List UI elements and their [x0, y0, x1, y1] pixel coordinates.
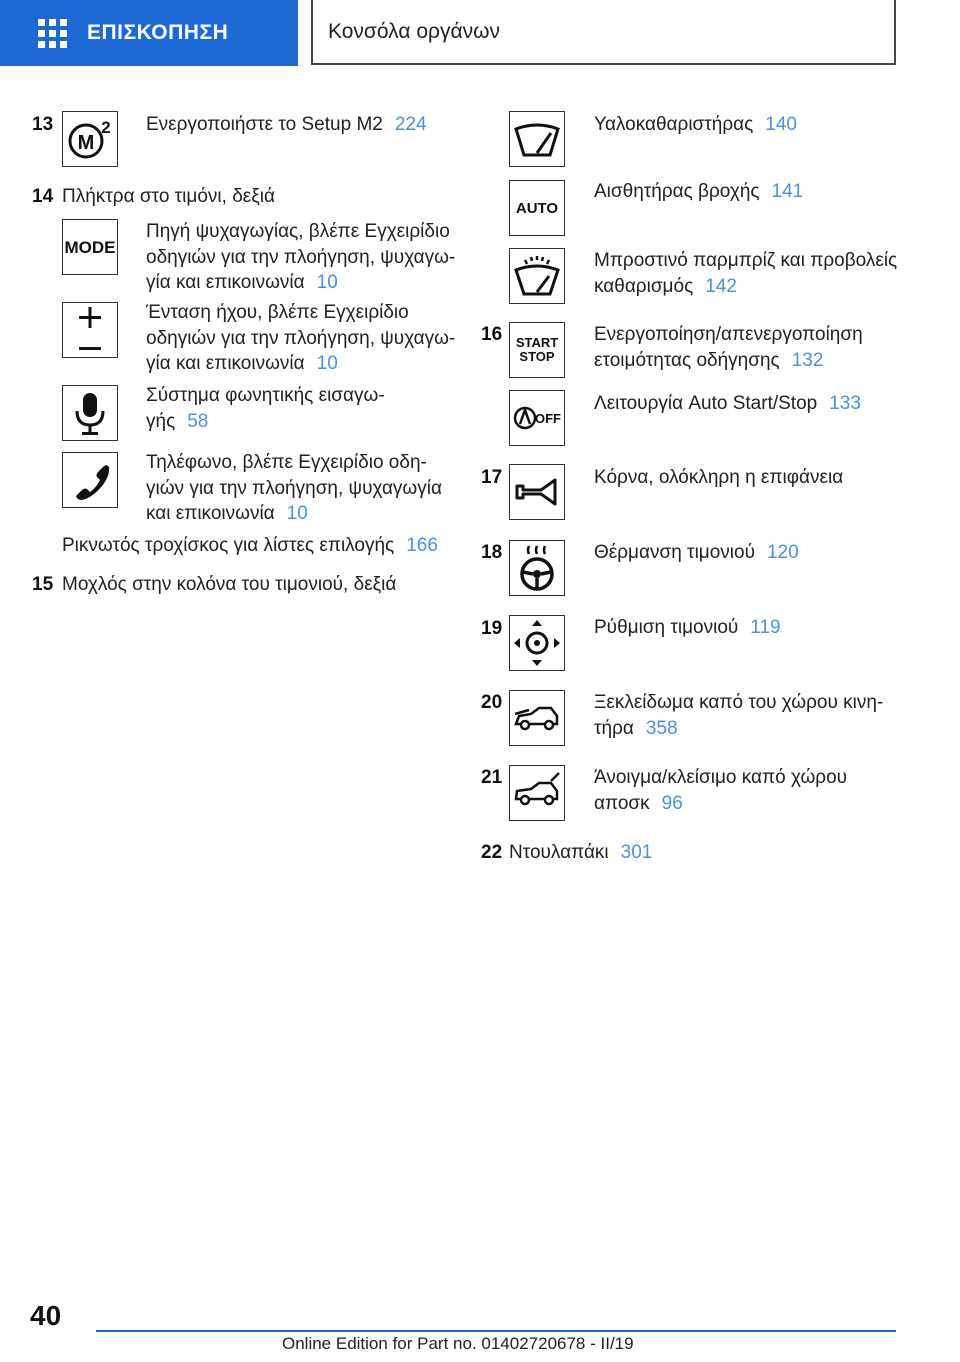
entry-number: 15	[32, 574, 54, 595]
horn-icon	[509, 464, 565, 520]
overview-tab-label: ΕΠΙΣΚΟΠΗΣΗ	[87, 21, 229, 44]
page-link[interactable]: 301	[620, 842, 653, 863]
page-link[interactable]: 10	[316, 272, 338, 293]
entry-text: Υαλοκαθαριστήρας 140	[594, 114, 797, 135]
entry-text: Μπροστινό παρμπρίζ και προβολείς καθαρισμός 142	[594, 250, 898, 297]
off-label: OFF	[535, 411, 561, 426]
entry-text: Ένταση ήχου, βλέπε Εγχειρίδιο οδηγιών για την πλοήγηση, ψυχαγω- γία και επικοινωνία 10	[146, 302, 456, 374]
entry-text: Ξεκλείδωμα καπό του χώρου κινη- τήρα 358	[594, 692, 884, 739]
entry-text: Θέρμανση τιμονιού 120	[594, 542, 799, 563]
entry-number: 14	[32, 186, 54, 207]
page-link[interactable]: 141	[771, 181, 804, 202]
page-link[interactable]: 142	[705, 275, 737, 297]
entry-number: 16	[481, 324, 503, 345]
steering-wheel-heating-icon	[509, 540, 565, 596]
page-link[interactable]: 224	[394, 114, 427, 135]
mode-button-icon: MODE	[62, 219, 118, 275]
entry-text: Πλήκτρα στο τιμόνι, δεξιά	[62, 186, 275, 207]
entry-number: 13	[32, 114, 54, 135]
footer-divider	[96, 1330, 896, 1332]
entry-text: Πηγή ψυχαγωγίας, βλέπε Εγχειρίδιο οδηγιών για την πλοήγηση, ψυχαγω- γία και επικοινωνία 10	[146, 221, 456, 293]
entry-number: 19	[481, 618, 503, 639]
entry-number: 18	[481, 542, 503, 563]
entry-text: Άνοιγμα/κλείσιμο καπό χώρου αποσκ 96	[594, 767, 848, 814]
microphone-icon	[62, 385, 118, 441]
phone-icon	[62, 452, 118, 508]
page-link[interactable]: 140	[765, 114, 797, 135]
steering-wheel-adjust-icon	[509, 615, 565, 671]
m2-setup-icon	[62, 111, 118, 167]
entry-number: 20	[481, 692, 503, 713]
page-link[interactable]: 166	[406, 535, 438, 556]
entry-text: Κόρνα, ολόκληρη η επιφάνεια	[594, 467, 844, 488]
entry-text: Λειτουργία Auto Start/Stop 133	[594, 393, 861, 414]
entry-text: Ενεργοποίηση/απενεργοποίηση ετοιμότητας οδήγησης 132	[594, 324, 863, 371]
section-header	[311, 0, 896, 65]
entry-number: 17	[481, 467, 503, 488]
page-number: 40	[30, 1300, 62, 1331]
svg-text:M: M	[77, 132, 95, 154]
overview-tab[interactable]	[0, 0, 298, 66]
svg-text:2: 2	[101, 118, 111, 137]
entry-text: Τηλέφωνο, βλέπε Εγχειρίδιο οδη- γιών για την πλοήγηση, ψυχαγωγία και επικοινωνία 10	[146, 452, 442, 524]
windshield-washer-icon	[509, 248, 565, 304]
page-link[interactable]: 358	[645, 717, 678, 739]
entry-text: Ενεργοποιήστε το Setup M2 224	[146, 114, 427, 135]
entry-number: 21	[481, 767, 503, 788]
page-link[interactable]: 119	[750, 617, 781, 638]
entry-number: 22	[481, 842, 503, 863]
grid-menu-icon	[38, 19, 67, 48]
auto-start-stop-off-icon	[509, 390, 565, 446]
page-link[interactable]: 10	[316, 353, 338, 374]
entry-text: Αισθητήρας βροχής 141	[594, 181, 804, 202]
section-title: Κονσόλα οργάνων	[328, 19, 500, 43]
rain-sensor-auto-icon: AUTO	[509, 180, 565, 236]
page-link[interactable]: 120	[766, 542, 799, 563]
entry-text: Ρικνωτός τροχίσκος για λίστες επιλογής 166	[62, 535, 438, 556]
page-link[interactable]: 132	[791, 349, 824, 371]
entry-text: Σύστημα φωνητικής εισαγω- γής 58	[146, 385, 385, 432]
footer-edition: Online Edition for Part no. 01402720678 - II/19	[282, 1334, 634, 1353]
entry-text: Ρύθμιση τιμονιού 119	[594, 617, 781, 638]
page-link[interactable]: 10	[286, 503, 308, 524]
wiper-icon	[509, 111, 565, 167]
volume-plus-minus-icon	[62, 302, 118, 358]
start-stop-button-icon: START STOP	[509, 322, 565, 378]
trunk-lid-icon	[509, 765, 565, 821]
page-link[interactable]: 58	[187, 410, 209, 432]
entry-text: Μοχλός στην κολόνα του τιμονιού, δεξιά	[62, 574, 397, 595]
engine-hood-release-icon	[509, 690, 565, 746]
entry-text: Ντουλαπάκι 301	[509, 842, 653, 863]
page-link[interactable]: 133	[829, 393, 861, 414]
page-link[interactable]: 96	[661, 792, 683, 814]
